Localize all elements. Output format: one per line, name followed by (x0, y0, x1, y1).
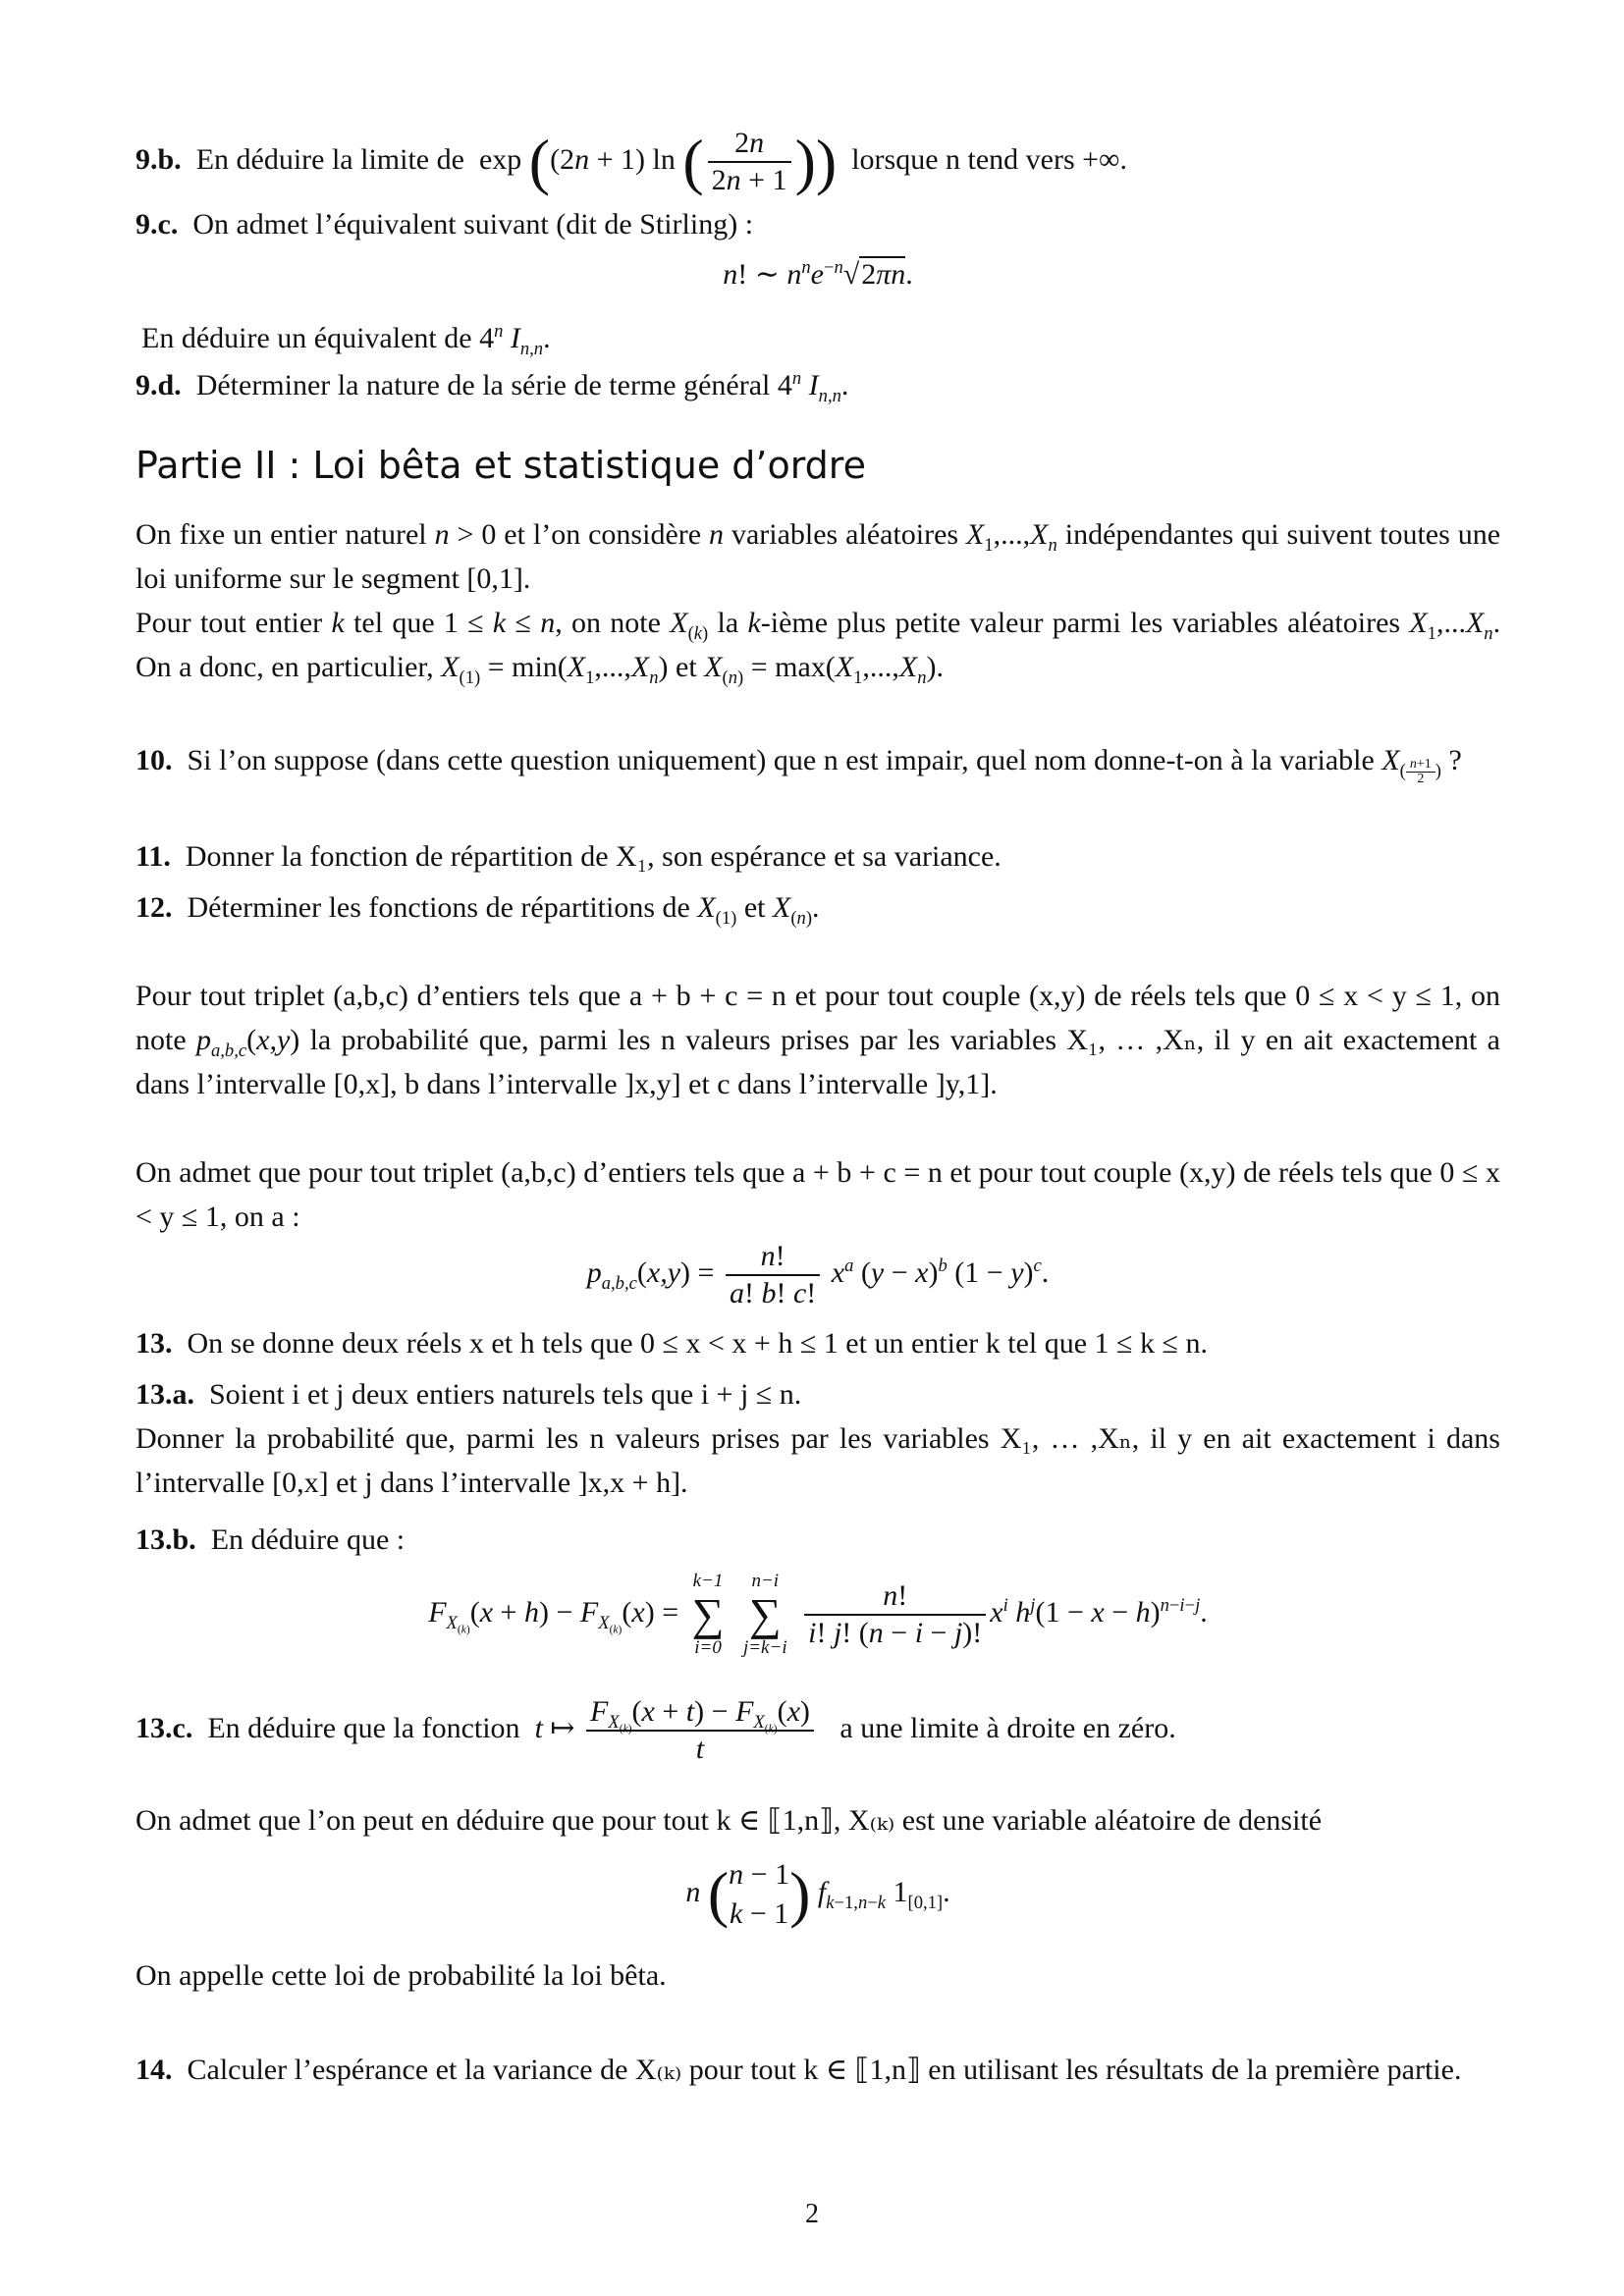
intro-text: Pour tout entier (135, 607, 323, 639)
formula-stirling: n! ∼ $n^ne^{-n}√2\pi n$. (723, 257, 913, 291)
page-number: 2 (805, 2199, 819, 2229)
formula-probability: $p_{a,b,c}(x,y)$ = $\frac{n!}{a! b! c!}$ $x^a$ $(y - x)^b$ $(1 - y)^c$. (586, 1240, 1050, 1309)
triplet-text: Pour tout triplet (a,b,c) d’entiers tels que a + b + c = n et pour tout couple (x,y) de réels tels que 0 ≤ x < y ≤ 1, on note (135, 980, 1500, 1056)
question-number: 14. (135, 2054, 173, 2086)
intro-text: . On a donc, en particulier, (135, 607, 1501, 683)
question-number: 9.b. (135, 142, 182, 176)
question-number: 13. (135, 1327, 173, 1360)
question-14 (135, 2048, 1500, 2092)
question-text: Si l’on suppose (dans cette question uniquement) que n est impair, quel nom donne-t-on à la variable (187, 744, 1375, 776)
formula-double-sum: $F_{X_{(k)}}(x + h) - F_{X_{(k)}}(x)$ = k−1 ∑ i=0 n−i ∑ j=k−i $\frac{n!}{i! j! (n - i - j)!}$ $x^i$ $h^j(1 - x - h)^{n-i-j}$. (428, 1571, 1208, 1658)
question-tail: a une limite à droite en zéro. (839, 1711, 1176, 1744)
question-number: 12. (135, 891, 173, 924)
question-text: En déduire que la fonction (207, 1711, 520, 1744)
question-text: Calculer l’espérance et la variance de X₍ₖ₎ pour tout k ∈ ⟦1,n⟧ en utilisant les résultats de la première partie. (187, 2054, 1462, 2086)
intro-paragraph: On fixe un entier naturel n > 0 et l’on considère n variables aléatoires $X_1,...,X_n$ indépendantes qui suivent toutes une loi uniforme sur le segment [0,1]. Pour tout entier k tel que 1 ≤ k ≤ n, on note $X_{(k)}$ la k-ième plus petite valeur parmi les variables aléatoires $X_1,...X_n$. On a donc, en particulier, $X_{(1)} = \min(X_1,...,X_n)$ et $X_{(n)} = \max(X_1,...,X_n)$. (135, 518, 1501, 688)
intro-text: -ième plus petite valeur parmi les variables aléatoires (760, 607, 1401, 639)
question-12: 12. Déterminer les fonctions de répartitions de $X_{(1)}$ et $X_{(n)}$. (135, 891, 820, 929)
question-number: 10. (135, 744, 173, 776)
question-9d: 9.d. Déterminer la nature de la série de terme général 4$^n$ $I_{n,n}$. (135, 368, 849, 406)
density-after-text: On appelle cette loi de probabilité la loi bêta. (135, 1959, 667, 1992)
question-9c-followup: En déduire un équivalent de 4$^n$ $I_{n,n}$. (141, 321, 551, 359)
question-number: 11. (135, 840, 171, 873)
triplet-paragraph: Pour tout triplet (a,b,c) d’entiers tels que a + b + c = n et pour tout couple (x,y) de réels tels que 0 ≤ x < y ≤ 1, on note $p_{a,b,c}(x,y)$ la probabilité que, parmi les n valeurs prises par les variables X₁, … ,Xₙ, il y en ait exactement a dans l’intervalle [0,x], b dans l’intervalle ]x,y] et c dans l’intervalle ]y,1]. (135, 980, 1500, 1100)
question-13a (135, 1372, 1500, 1505)
question-13 (135, 1321, 1500, 1365)
formula-density: n (n − 1 k − 1) $f_{k-1,n-k}$ $1_{[0,1]}$. (685, 1858, 950, 1930)
question-number: 9.c. (135, 208, 179, 240)
question-text: Soient i et j deux entiers naturels tels que i + j ≤ n. (209, 1378, 802, 1411)
intro-text: et (676, 651, 697, 683)
question-text: Donner la fonction de répartition de X₁, son espérance et sa variance. (185, 840, 1001, 873)
question-text: En déduire que : (210, 1523, 406, 1556)
density-text: On admet que l’on peut en déduire que pour tout k ∈ ⟦1,n⟧, X₍ₖ₎ est une variable aléatoire de densité (135, 1804, 1323, 1837)
question-text: Déterminer les fonctions de répartitions de (187, 891, 690, 924)
question-tail: lorsque n tend vers +∞. (851, 142, 1127, 176)
density-paragraph (135, 1798, 1500, 1842)
question-number: 13.b. (135, 1523, 196, 1556)
followup-text: En déduire un équivalent de (141, 322, 472, 354)
question-13b (135, 1518, 1500, 1562)
intro-text: variables aléatoires (731, 518, 959, 551)
formula-exp-limit: exp ((2n + 1) ln ( $\frac{2n}{2n + 1}$ )) (478, 127, 838, 196)
question-number: 9.d. (135, 369, 182, 401)
question-10: 10. Si l’on suppose (dans cette question uniquement) que n est impair, quel nom donne-t-on à la variable $X_{( \frac{n+1}{2} )}$ ? (135, 744, 1462, 787)
question-9b (135, 126, 1500, 198)
question-text: En déduire la limite de (195, 142, 464, 176)
intro-text: , on note (555, 607, 661, 639)
question-text: On admet l’équivalent suivant (dit de Stirling) : (192, 208, 754, 240)
formula-rate: t ↦ $\frac{F_{X_{(k)}}(x + t) - F_{X_{(k)}}(x)}{t}$ (535, 1712, 826, 1744)
intro-text: et l’on considère (504, 518, 702, 551)
question-13c (135, 1694, 1500, 1767)
admet-text: On admet que pour tout triplet (a,b,c) d’entiers tels que a + b + c = n et pour tout couple (x,y) de réels tels que 0 ≤ x < y ≤ 1, on a : (135, 1156, 1500, 1233)
triplet-text: la probabilité que, parmi les n valeurs prises par les variables X₁, … ,Xₙ, il y en ait exactement a dans l’intervalle [0,x], b dans l’intervalle ]x,y] et c dans l’intervalle ]y,1]. (135, 1024, 1500, 1100)
section-heading: Partie II : Loi bêta et statistique d’ordre (135, 444, 866, 487)
question-text: On se donne deux réels x et h tels que 0 ≤ x < x + h ≤ 1 et un entier k tel que 1 ≤ k ≤ n. (187, 1327, 1208, 1360)
question-text: Déterminer la nature de la série de terme général (195, 369, 771, 401)
question-11 (135, 834, 1500, 879)
intro-text: la (717, 607, 739, 639)
question-number: 13.c. (135, 1711, 193, 1744)
question-9c (135, 202, 1500, 246)
question-text-2: Donner la probabilité que, parmi les n valeurs prises par les variables X₁, … ,Xₙ, il y en ait exactement i dans l’intervalle [0,x] et j dans l’intervalle ]x,x + h]. (135, 1422, 1500, 1499)
density-followup (135, 1953, 1500, 1998)
intro-text: indépendantes qui suivent toutes une loi uniforme sur le segment [0,1]. (135, 518, 1501, 595)
admet-paragraph (135, 1150, 1500, 1239)
intro-text: tel que (353, 607, 435, 639)
intro-text: On fixe un entier naturel (135, 518, 427, 551)
question-number: 13.a. (135, 1378, 194, 1411)
